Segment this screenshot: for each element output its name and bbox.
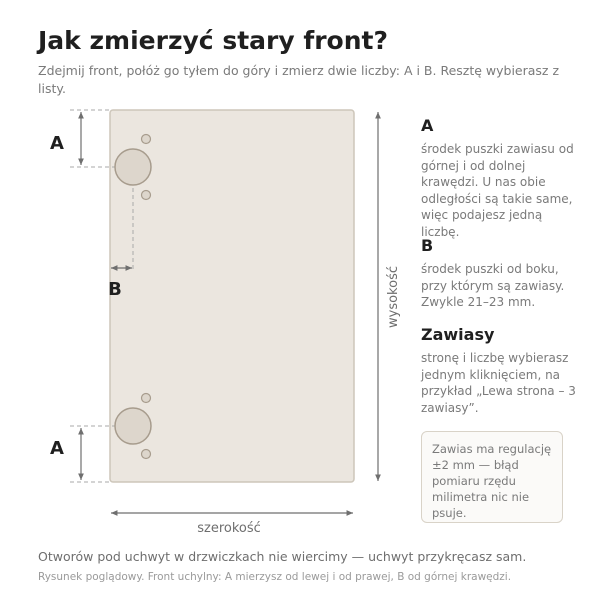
figure-caption: Rysunek poglądowy. Front uchylny: A mierzysz od lewej i od prawej, B od górnej krawędzi. <box>38 571 512 583</box>
hinge-cup-bottom <box>115 408 151 444</box>
page-title: Jak zmierzyć stary front? <box>38 26 388 55</box>
hinge-screw <box>142 135 151 144</box>
label-height: wysokość <box>386 266 401 328</box>
label-b: B <box>108 279 122 300</box>
panel-a <box>421 116 581 240</box>
hinge-cup-top <box>115 149 151 185</box>
hinge-screw <box>142 394 151 403</box>
adjustment-note: Zawias ma regulację ±2 mm — błąd pomiaru rzędu milimetra nic nie psuje. <box>421 431 563 523</box>
panel-b-heading: B <box>421 236 434 255</box>
label-width: szerokość <box>197 521 261 536</box>
footer-text: Otworów pod uchwyt w drzwiczkach nie wiercimy — uchwyt przykręcasz sam. <box>38 549 527 564</box>
hinge-screw <box>142 191 151 200</box>
label-a-top: A <box>50 133 64 154</box>
panel-a-text: środek puszki zawiasu od górnej i od dolnej krawędzi. U nas obie odległości są takie same, więc podajesz jedną liczbę. <box>421 142 574 239</box>
panel-b-text: środek puszki od boku, przy którym są zawiasy. Zwykle 21–23 mm. <box>421 262 565 309</box>
label-a-bottom: A <box>50 438 64 459</box>
panel-hinges-heading: Zawiasy <box>421 325 495 344</box>
page-subtitle: Zdejmij front, połóż go tyłem do góry i zmierz dwie liczby: A i B. Resztę wybierasz z listy. <box>38 63 560 96</box>
panel-b <box>421 236 581 311</box>
panel-a-heading: A <box>421 116 434 135</box>
panel-hinges <box>421 325 581 416</box>
hinge-screw <box>142 450 151 459</box>
panel-hinges-text: stronę i liczbę wybierasz jednym kliknięciem, na przykład „Lewa strona – 3 zawiasy”. <box>421 351 576 415</box>
